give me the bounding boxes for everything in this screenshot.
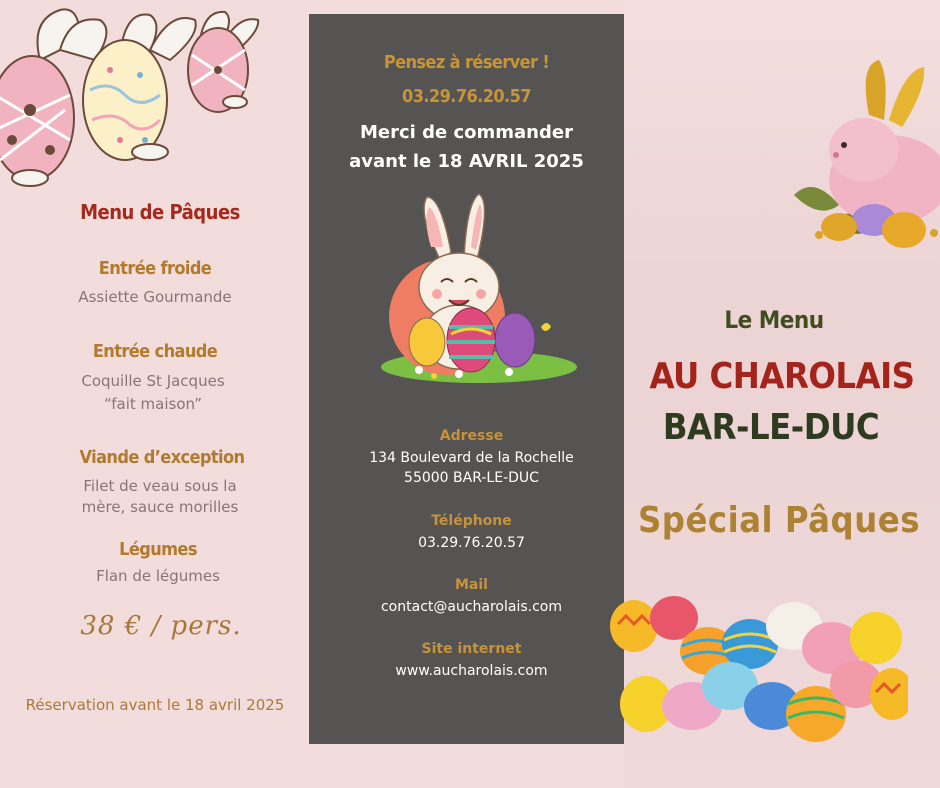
section-heading-viande: Viande d’exception xyxy=(79,447,245,468)
menu-title: Menu de Pâques xyxy=(80,200,240,224)
contact-phone[interactable]: 03.29.76.20.57 xyxy=(418,535,525,551)
section-line: Flan de légumes xyxy=(96,567,220,585)
section-line: Coquille St Jacques xyxy=(81,372,225,390)
section-line: Filet de veau sous la xyxy=(83,477,237,495)
order-line-2: avant le 18 AVRIL 2025 xyxy=(349,151,584,172)
price: 38 € / pers. xyxy=(80,611,242,641)
section-heading-legumes: Légumes xyxy=(119,539,197,560)
contact-label-site: Site internet xyxy=(421,641,522,657)
contact-email[interactable]: contact@aucharolais.com xyxy=(380,599,562,615)
easter-bunny-eggs-illustration xyxy=(0,0,270,190)
colorful-easter-eggs-photo xyxy=(608,596,908,746)
restaurant-name: AU CHAROLAIS xyxy=(649,356,915,397)
contact-website[interactable]: www.aucharolais.com xyxy=(395,663,548,679)
special-title: Spécial Pâques xyxy=(637,500,921,541)
section-heading-entree-chaude: Entrée chaude xyxy=(92,341,218,362)
contact-address-line: 55000 BAR-LE-DUC xyxy=(404,470,539,486)
right-panel xyxy=(624,0,940,788)
contact-panel xyxy=(309,14,624,744)
reservation-note: Réservation avant le 18 avril 2025 xyxy=(25,696,285,714)
le-menu-label: Le Menu xyxy=(724,306,824,334)
section-line: “fait maison” xyxy=(104,395,202,413)
pink-bunny-figurine-photo xyxy=(794,55,940,255)
reserve-prompt: Pensez à réserver ! xyxy=(383,52,550,73)
section-heading-entree-froide: Entrée froide xyxy=(98,258,212,279)
order-line-1: Merci de commander xyxy=(360,122,573,143)
left-panel xyxy=(0,0,309,788)
contact-label-adresse: Adresse xyxy=(439,428,504,444)
contact-address-line: 134 Boulevard de la Rochelle xyxy=(369,450,574,466)
contact-label-mail: Mail xyxy=(455,577,488,593)
contact-label-telephone: Téléphone xyxy=(431,513,512,529)
reserve-phone[interactable]: 03.29.76.20.57 xyxy=(402,86,531,107)
easter-bunny-holding-egg-illustration xyxy=(379,192,579,392)
section-line: Assiette Gourmande xyxy=(78,288,232,306)
city-name: BAR-LE-DUC xyxy=(662,407,880,448)
section-line: mère, sauce morilles xyxy=(81,498,239,516)
